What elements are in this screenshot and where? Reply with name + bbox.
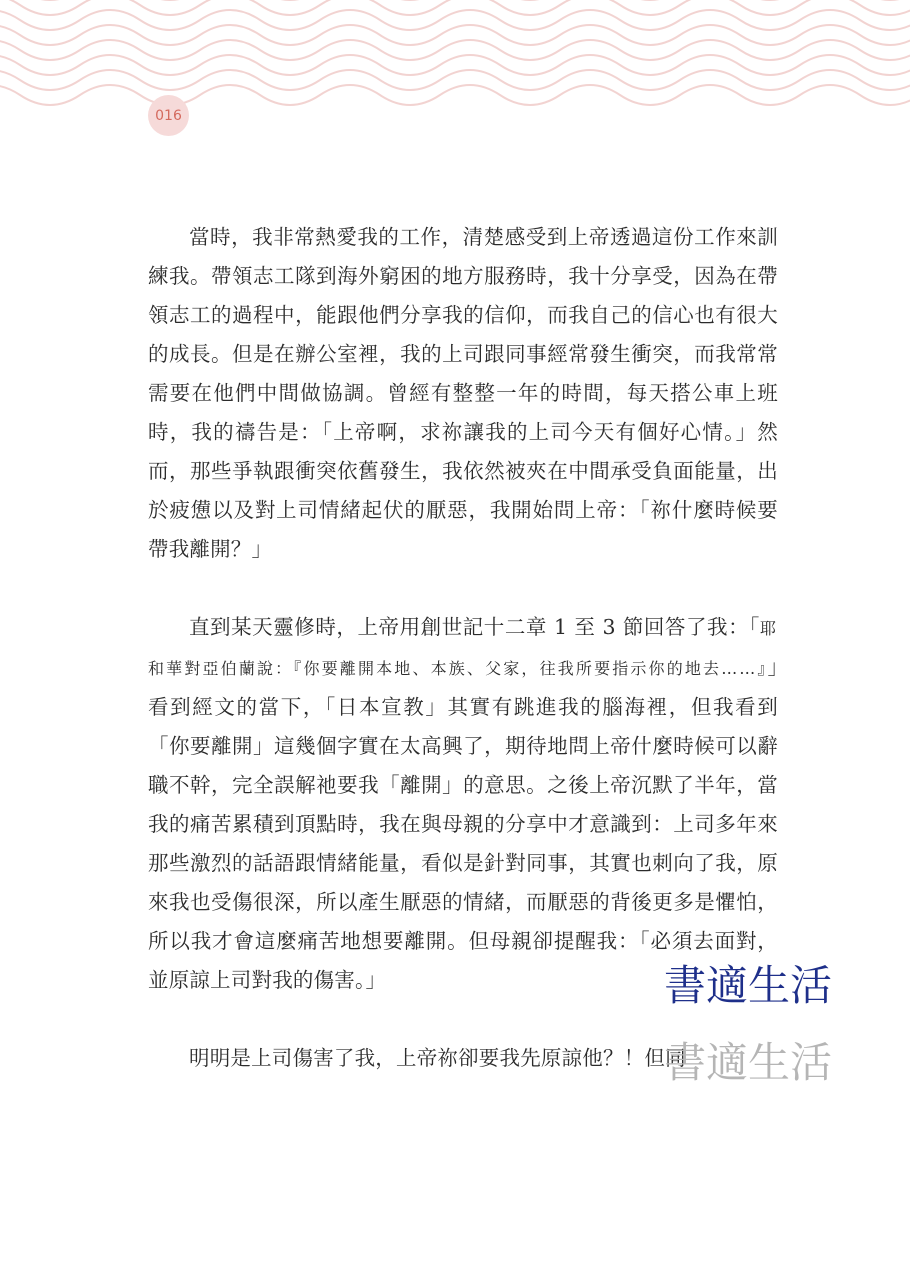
paragraph-2 (148, 608, 778, 1000)
body-text (148, 218, 778, 1078)
scripture-quote: 耶和華對亞伯蘭說：『你要離開本地、本族、父家，往我所要指示你的地去……』 (148, 619, 778, 678)
paragraph-2-intro: 直到某天靈修時，上帝用創世記十二章 1 至 3 節回答了我：「 (189, 615, 760, 639)
paragraph-2-body: 」看到經文的當下，「日本宣教」其實有跳進我的腦海裡，但我看到「你要離開」這幾個字實在太高興了，期待地問上帝什麼時候可以辭職不幹，完全誤解祂要我「離開」的意思。之後上帝沉默了半年，當我的痛苦累積到頂點時，我在與母親的分享中才意識到：上司多年來那些激烈的話語跟情緒能量，看似是針對同事，其實也刺向了我，原來我也受傷很深，所以產生厭惡的情緒，而厭惡的背後更多是懼怕，所以我才會這麼痛苦地想要離開。但母親卻提醒我：「必須去面對，並原諒上司對我的傷害。」 (148, 655, 778, 992)
paragraph-3: 明明是上司傷害了我，上帝祢卻要我先原諒他？！但同 (189, 1046, 686, 1070)
paragraph-1: 當時，我非常熱愛我的工作，清楚感受到上帝透過這份工作來訓練我。帶領志工隊到海外窮困的地方服務時，我十分享受，因為在帶領志工的過程中，能跟他們分享我的信仰，而我自己的信心也有很大的成長。但是在辦公室裡，我的上司跟同事經常發生衝突，而我常常需要在他們中間做協調。曾經有整整一年的時間，每天搭公車上班時，我的禱告是：「上帝啊，求祢讓我的上司今天有個好心情。」然而，那些爭執跟衝突依舊發生，我依然被夾在中間承受負面能量，出於疲憊以及對上司情緒起伏的厭惡，我開始問上帝：「祢什麼時候要帶我離開？」 (148, 225, 778, 561)
wave-line (0, 85, 910, 105)
watermark-blue: 書適生活 (664, 961, 833, 1010)
watermark-gray: 書適生活 (664, 1038, 833, 1087)
wave-header-decoration (0, 0, 910, 112)
page-number-badge (148, 95, 189, 136)
page-number: 016 (155, 107, 182, 124)
